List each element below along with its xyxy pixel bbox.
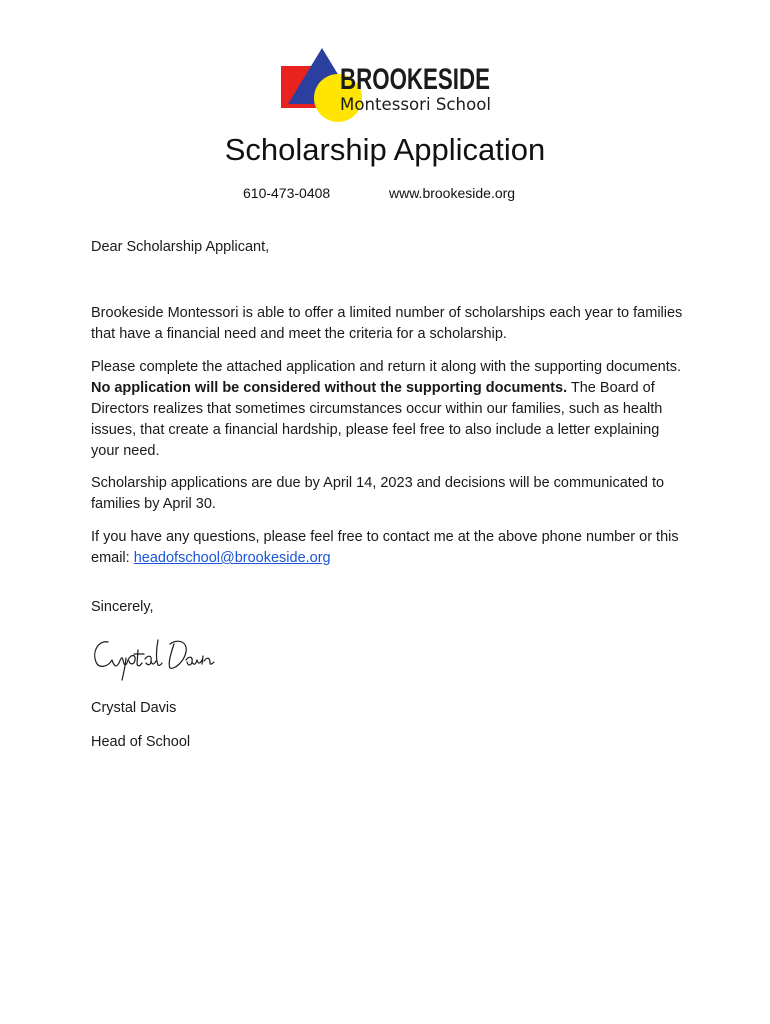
signature-graphic (90, 630, 220, 682)
instructions-rest: The Board of Directors realizes that sometimes circumstances occur within our families, such as health issues, that create a financial hardship, please feel free to also include a letter explaining your need. (91, 380, 663, 459)
logo-name-line2: Montessori School (340, 95, 491, 115)
paragraph-application-instructions (91, 357, 691, 462)
logo-name-line1: BROOKESIDE (340, 63, 490, 96)
contact-prefix: If you have any questions, please feel free to contact me at the above phone number or this email: (91, 529, 679, 566)
phone-number: 610-473-0408 (243, 185, 331, 201)
supporting-documents-warning: No application will be considered without the supporting documents. (91, 380, 568, 396)
salutation: Dear Scholarship Applicant, (91, 239, 270, 255)
paragraph-deadline: Scholarship applications are due by April 14, 2023 and decisions will be communicated to families by April 30. (91, 475, 665, 512)
paragraph-scholarship-offer: Brookeside Montessori is able to offer a limited number of scholarships each year to families that have a financial need and meet the criteria for a scholarship. (91, 305, 683, 342)
signer-title: Head of School (91, 734, 191, 750)
handwritten-signature (90, 630, 220, 682)
school-logo (280, 46, 495, 118)
website-url: www.brookeside.org (389, 185, 516, 201)
signer-name: Crystal Davis (91, 700, 177, 716)
email-link[interactable]: headofschool@brookeside.org (133, 550, 331, 566)
logo-graphic (280, 46, 495, 118)
page-title: Scholarship Application (224, 132, 546, 167)
paragraph-contact (91, 527, 691, 569)
instructions-intro: Please complete the attached application and return it along with the supporting documents. (91, 359, 682, 375)
closing: Sincerely, (91, 599, 154, 615)
